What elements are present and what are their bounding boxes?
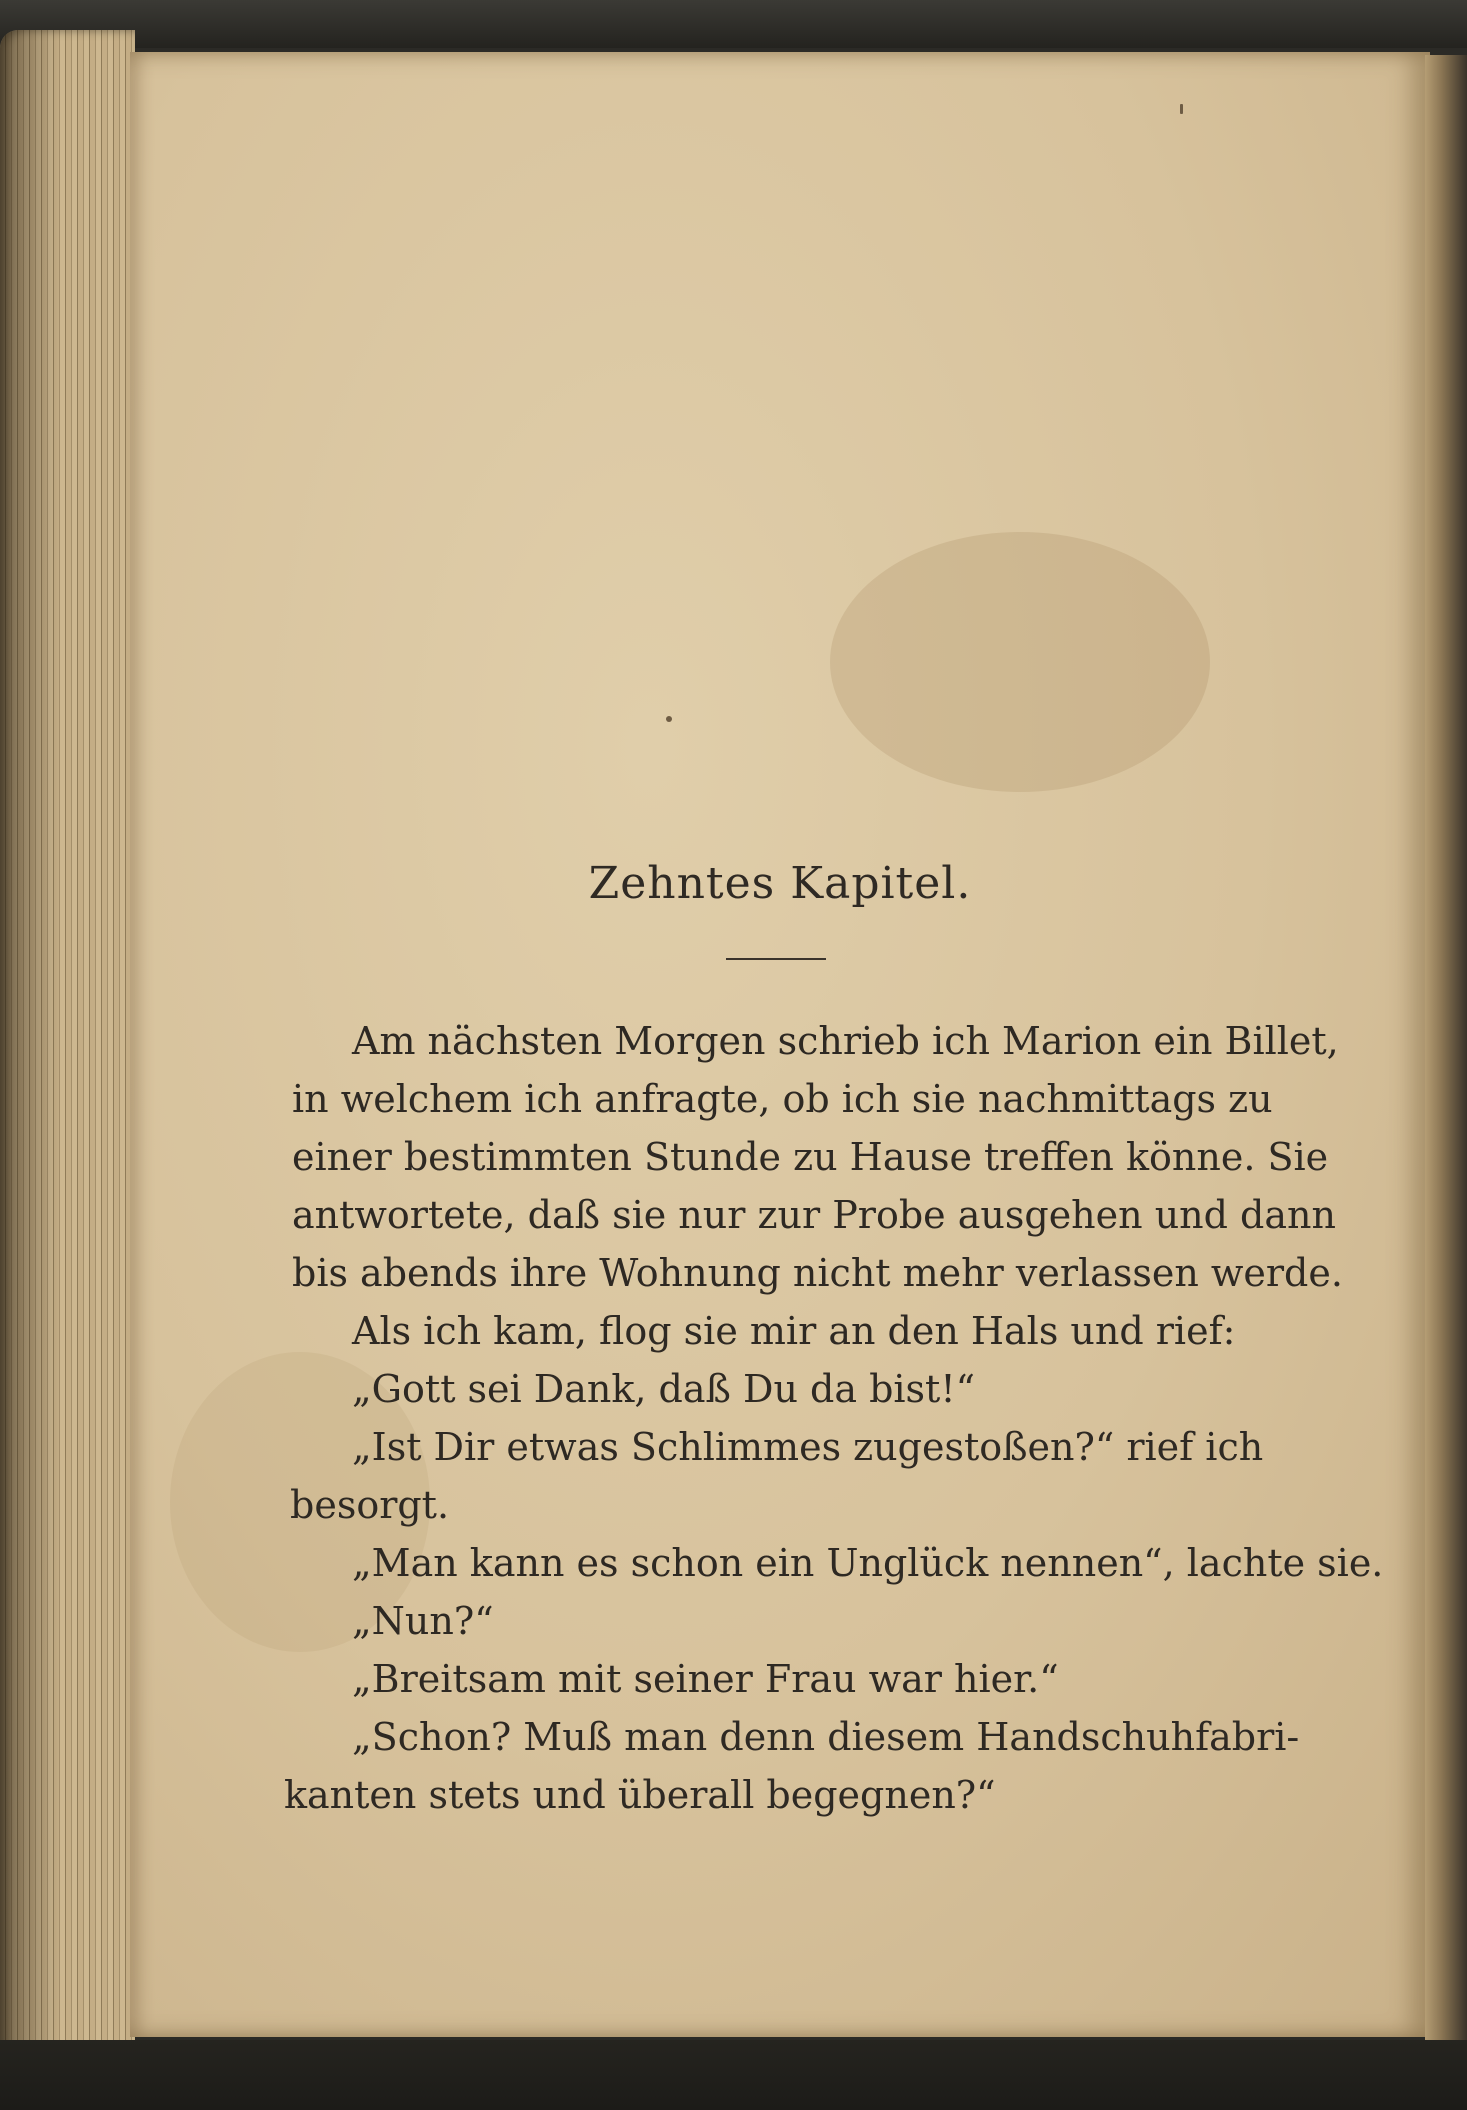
ink-speck <box>1180 104 1183 114</box>
text-line: bis abends ihre Wohnung nicht mehr verlassen werde. <box>292 1251 1343 1295</box>
text-line: besorgt. <box>290 1483 450 1527</box>
text-line: Am nächsten Morgen schrieb ich Marion ein Billet, <box>352 1019 1339 1063</box>
book-bottom-edge <box>0 2040 1467 2110</box>
text-line: Als ich kam, flog sie mir an den Hals und rief: <box>352 1309 1236 1353</box>
book-top-edge <box>0 0 1467 48</box>
text-line: antwortete, daß sie nur zur Probe ausgehen und dann <box>292 1193 1336 1237</box>
spine-shadow <box>0 30 60 2060</box>
text-line: kanten stets und überall begegnen?“ <box>284 1773 996 1817</box>
text-line: in welchem ich anfragte, ob ich sie nachmittags zu <box>292 1077 1273 1121</box>
title-rule <box>726 958 826 960</box>
text-line: „Nun?“ <box>352 1599 494 1643</box>
ink-speck <box>666 716 672 722</box>
text-line: „Breitsam mit seiner Frau war hier.“ <box>352 1657 1059 1701</box>
text-line: „Ist Dir etwas Schlimmes zugestoßen?“ rief ich <box>352 1425 1264 1469</box>
text-line: einer bestimmten Stunde zu Hause treffen könne. Sie <box>292 1135 1329 1179</box>
text-line: „Schon? Muß man denn diesem Handschuhfabri- <box>352 1715 1300 1759</box>
text-line: „Man kann es schon ein Unglück nennen“, lachte sie. <box>352 1541 1384 1585</box>
paper-stain <box>830 532 1210 792</box>
book-right-edge <box>1425 55 1467 2045</box>
chapter-title: Zehntes Kapitel. <box>588 858 972 909</box>
text-line: „Gott sei Dank, daß Du da bist!“ <box>352 1367 976 1411</box>
